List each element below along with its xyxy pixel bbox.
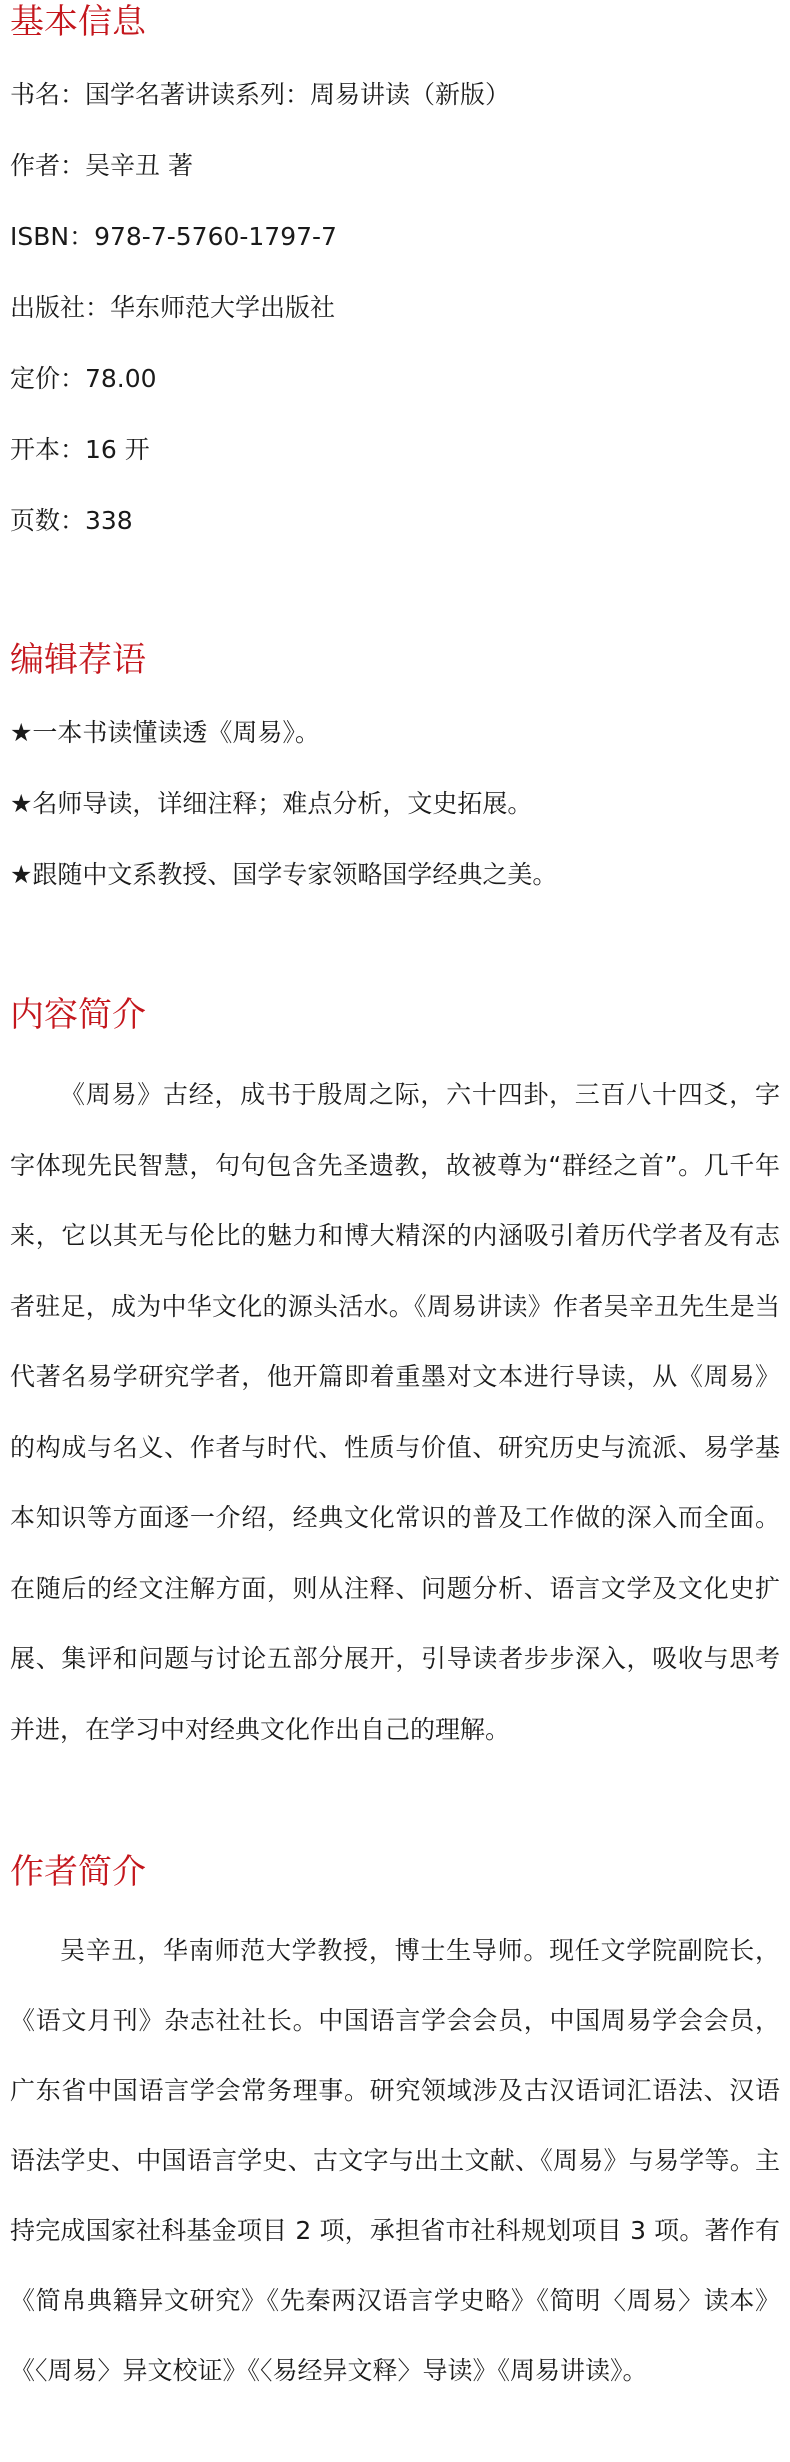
- publisher-line: 出版社：华东师范大学出版社: [10, 293, 336, 322]
- price-line: 定价：78.00: [10, 364, 157, 393]
- recommendation-item: ★跟随中文系教授、国学专家领略国学经典之美。: [10, 860, 558, 889]
- basic-info-heading: 基本信息: [10, 2, 146, 42]
- author-intro-text: 吴辛丑，华南师范大学教授，博士生导师。现任文学院副院长，《语文月刊》杂志社社长。中国语言学会会员，中国周易学会会员，广东省中国语言学会常务理事。研究领域涉及古汉语词汇语法、汉语语法学史、中国语言学史、古文字与出土文献、《周易》与易学等。主持完成国家社科基金项目 2 项，承担省市社科规划项目 3 项。著作有《简帛典籍异文研究》《先秦两汉语言学史略》《简明〈周易〉读本》《〈周易〉异文校证》《〈易经异文释〉导读》《周易讲读》。: [10, 1936, 780, 2385]
- editor-recommendation-heading: 编辑荐语: [10, 640, 146, 680]
- author-line: 作者：吴辛丑 著: [10, 151, 193, 180]
- isbn-line: ISBN：978-7-5760-1797-7: [10, 222, 337, 251]
- book-title-line: 书名：国学名著讲读系列：周易讲读（新版）: [10, 80, 511, 109]
- pages-line: 页数：338: [10, 506, 133, 535]
- content-intro-text: 《周易》古经，成书于殷周之际，六十四卦，三百八十四爻，字字体现先民智慧，句句包含先圣遗教，故被尊为“群经之首”。几千年来，它以其无与伦比的魅力和博大精深的内涵吸引着历代学者及有志者驻足，成为中华文化的源头活水。《周易讲读》作者吴辛丑先生是当代著名易学研究学者，他开篇即着重墨对文本进行导读，从《周易》的构成与名义、作者与时代、性质与价值、研究历史与流派、易学基本知识等方面逐一介绍，经典文化常识的普及工作做的深入而全面。在随后的经文注解方面，则从注释、问题分析、语言文学及文化史扩展、集评和问题与讨论五部分展开，引导读者步步深入，吸收与思考并进，在学习中对经典文化作出自己的理解。: [10, 1080, 780, 1744]
- recommendation-item: ★名师导读，详细注释；难点分析，文史拓展。: [10, 789, 533, 818]
- recommendation-item: ★一本书读懂读透《周易》。: [10, 718, 320, 747]
- content-intro-heading: 内容简介: [10, 995, 146, 1035]
- format-line: 开本：16 开: [10, 435, 150, 464]
- author-intro-heading: 作者简介: [10, 1852, 146, 1892]
